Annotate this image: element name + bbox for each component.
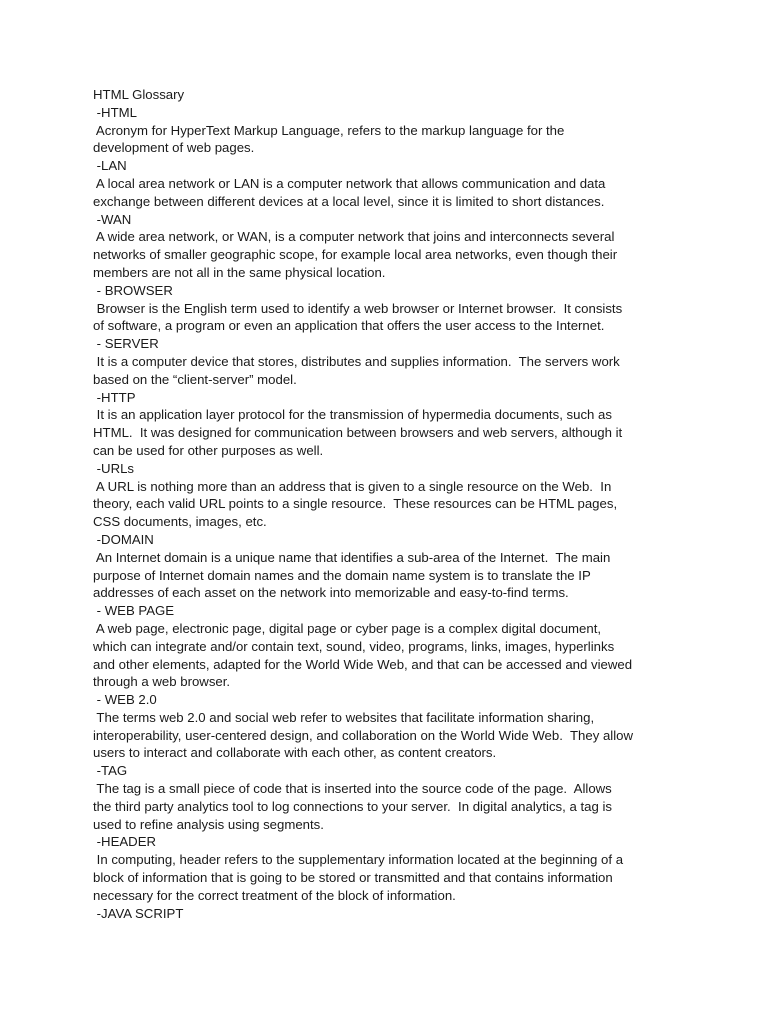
glossary-term: -LAN (93, 158, 127, 174)
glossary-definition-line: addresses of each asset on the network into memorizable and easy-to-find terms. (93, 585, 569, 601)
glossary-entry (93, 602, 678, 691)
glossary-definition-line: based on the “client-server” model. (93, 371, 297, 387)
glossary-definition-line: CSS documents, images, etc. (93, 514, 267, 530)
glossary-entry (93, 157, 678, 210)
glossary-term: -URLs (93, 460, 135, 476)
glossary-term: -HTML (93, 104, 137, 120)
glossary-definition-line: and other elements, adapted for the World Wide Web, and that can be accessed and viewed (93, 656, 633, 672)
glossary-term: -HEADER (93, 834, 157, 850)
glossary-term: -HTTP (93, 389, 136, 405)
glossary-term: -JAVA SCRIPT (93, 905, 184, 921)
glossary-definition-line: of software, a program or even an application that offers the user access to the Internet. (93, 318, 605, 334)
glossary-definition-line: development of web pages. (93, 140, 255, 156)
glossary-definition-line: the third party analytics tool to log connections to your server. In digital analytics, a tag is (93, 798, 612, 814)
glossary-definition-line: HTML. It was designed for communication between browsers and web servers, although it (93, 425, 623, 441)
glossary-definition-line: exchange between different devices at a local level, since it is limited to short distances. (93, 193, 605, 209)
glossary-definition-line: theory, each valid URL points to a single resource. These resources can be HTML pages, (93, 496, 618, 512)
glossary-term: - WEB PAGE (93, 603, 175, 619)
glossary-entries (93, 104, 678, 923)
glossary-definition-line: It is a computer device that stores, distributes and supplies information. The servers work (93, 353, 620, 369)
document-page (93, 86, 678, 922)
glossary-entry (93, 282, 678, 335)
glossary-entry (93, 460, 678, 531)
glossary-definition-line: In computing, header refers to the supplementary information located at the beginning of a (93, 852, 624, 868)
glossary-entry (93, 335, 678, 388)
glossary-definition-line: used to refine analysis using segments. (93, 816, 324, 832)
glossary-term: - SERVER (93, 336, 159, 352)
glossary-definition-line: through a web browser. (93, 674, 231, 690)
glossary-definition-line: Browser is the English term used to identify a web browser or Internet browser. It consists (93, 300, 623, 316)
glossary-definition-line: purpose of Internet domain names and the domain name system is to translate the IP (93, 567, 591, 583)
glossary-definition-line: The tag is a small piece of code that is inserted into the source code of the page. Allows (93, 781, 612, 797)
glossary-definition-line: A local area network or LAN is a computer network that allows communication and data (93, 175, 606, 191)
glossary-entry (93, 905, 678, 923)
glossary-definition-line: can be used for other purposes as well. (93, 442, 324, 458)
glossary-term: - WEB 2.0 (93, 692, 157, 708)
glossary-term: -WAN (93, 211, 132, 227)
glossary-definition-line: which can integrate and/or contain text, sound, video, programs, links, images, hyperlinks (93, 638, 615, 654)
glossary-definition-line: networks of smaller geographic scope, for example local area networks, even though their (93, 247, 618, 263)
glossary-entry (93, 691, 678, 762)
glossary-entry (93, 211, 678, 282)
glossary-definition-line: interoperability, user-centered design, and collaboration on the World Wide Web. They allow (93, 727, 634, 743)
glossary-definition-line: Acronym for HyperText Markup Language, refers to the markup language for the (93, 122, 565, 138)
glossary-definition-line: The terms web 2.0 and social web refer to websites that facilitate information sharing, (93, 709, 595, 725)
glossary-definition-line: members are not all in the same physical location. (93, 264, 386, 280)
glossary-definition-line: It is an application layer protocol for the transmission of hypermedia documents, such as (93, 407, 612, 423)
glossary-definition-line: necessary for the correct treatment of the block of information. (93, 887, 456, 903)
glossary-term: - BROWSER (93, 282, 173, 298)
glossary-term: -DOMAIN (93, 531, 154, 547)
glossary-definition-line: An Internet domain is a unique name that identifies a sub-area of the Internet. The main (93, 549, 611, 565)
glossary-definition-line: block of information that is going to be stored or transmitted and that contains information (93, 870, 613, 886)
glossary-definition-line: A URL is nothing more than an address that is given to a single resource on the Web. In (93, 478, 612, 494)
glossary-entry (93, 389, 678, 460)
glossary-entry (93, 762, 678, 833)
glossary-entry (93, 104, 678, 157)
document-title: HTML Glossary (93, 87, 185, 102)
glossary-entry (93, 531, 678, 602)
glossary-definition-line: A wide area network, or WAN, is a computer network that joins and interconnects several (93, 229, 615, 245)
glossary-term: -TAG (93, 763, 128, 779)
glossary-definition-line: users to interact and collaborate with each other, as content creators. (93, 745, 497, 761)
glossary-definition-line: A web page, electronic page, digital page or cyber page is a complex digital document, (93, 620, 602, 636)
glossary-entry (93, 833, 678, 904)
